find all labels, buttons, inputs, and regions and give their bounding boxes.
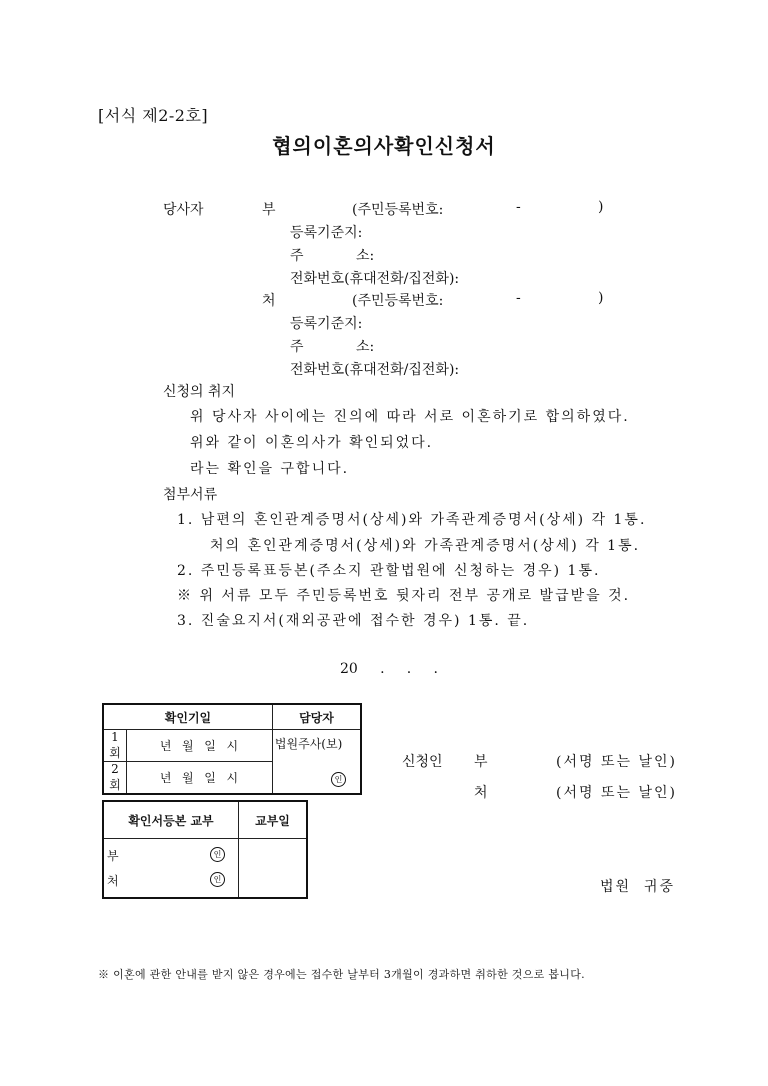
confirm-table — [102, 703, 362, 795]
page-title: 협의이혼의사확인신청서 — [272, 134, 496, 158]
issue-who: 부 — [107, 849, 119, 863]
applicant-husband: 부 — [474, 754, 488, 770]
issue-header-date: 교부일 — [239, 801, 308, 839]
applicant-wife: 처 — [474, 785, 488, 801]
issue-table — [102, 800, 308, 899]
husband-phone: 전화번호(휴대전화/집전화): — [290, 271, 460, 287]
attachment-line: 3. 진술요지서(재외공관에 접수한 경우) 1통. 끝. — [177, 613, 530, 629]
purpose-heading: 신청의 취지 — [163, 384, 236, 400]
attachment-line: 처의 혼인관계증명서(상세)와 가족관계증명서(상세) 각 1통. — [210, 538, 641, 554]
wife-address-b: 소: — [356, 339, 375, 355]
wife-label: 처 — [262, 293, 276, 309]
applicant-wife-sign: (서명 또는 날인) — [556, 785, 677, 801]
husband-address-b: 소: — [356, 248, 375, 264]
husband-id-label: (주민등록번호: — [352, 202, 444, 218]
form-number: [서식 제2-2호] — [98, 106, 209, 125]
issue-date-cell — [239, 839, 308, 899]
officer-title: 법원주사(보) — [274, 737, 343, 751]
attachments-heading: 첨부서류 — [163, 487, 218, 503]
footnote: ※ 이혼에 관한 안내를 받지 않은 경우에는 접수한 날부터 3개월이 경과하면 취하한 것으로 봅니다. — [98, 968, 585, 981]
husband-id-close: ) — [598, 199, 604, 215]
seal-icon: 인 — [210, 847, 225, 862]
date-line: 20 . . . — [340, 661, 438, 677]
purpose-line: 위와 같이 이혼의사가 확인되었다. — [190, 435, 434, 451]
attachment-line: 1. 남편의 혼인관계증명서(상세)와 가족관계증명서(상세) 각 1통. — [177, 512, 647, 528]
purpose-line: 라는 확인을 구합니다. — [190, 461, 350, 477]
wife-id-dash: - — [516, 290, 521, 306]
issue-who: 처 — [107, 874, 119, 888]
applicant-label: 신청인 — [402, 754, 443, 770]
attachment-line: ※ 위 서류 모두 주민등록번호 뒷자리 전부 공개로 발급받을 것. — [177, 588, 631, 604]
wife-id-close: ) — [598, 290, 604, 306]
confirm-date: 년 월 일 시 — [127, 730, 273, 762]
confirm-round: 1회 — [103, 730, 127, 762]
confirm-header-officer: 담당자 — [272, 704, 361, 730]
wife-id-label: (주민등록번호: — [352, 293, 444, 309]
officer-cell — [272, 730, 361, 795]
husband-address-a: 주 — [290, 248, 304, 264]
parties-label: 당사자 — [163, 202, 204, 218]
wife-phone: 전화번호(휴대전화/집전화): — [290, 362, 460, 378]
husband-id-dash: - — [516, 199, 521, 215]
purpose-line: 위 당사자 사이에는 진의에 따라 서로 이혼하기로 합의하였다. — [190, 409, 630, 425]
confirm-date: 년 월 일 시 — [127, 762, 273, 795]
wife-registry: 등록기준지: — [290, 316, 363, 332]
husband-registry: 등록기준지: — [290, 225, 363, 241]
attachment-line: 2. 주민등록표등본(주소지 관할법원에 신청하는 경우) 1통. — [177, 563, 601, 579]
seal-icon: 인 — [331, 772, 346, 787]
applicant-husband-sign: (서명 또는 날인) — [556, 754, 677, 770]
confirm-round: 2회 — [103, 762, 127, 795]
wife-address-a: 주 — [290, 339, 304, 355]
issue-header-copy: 확인서등본 교부 — [103, 801, 239, 839]
husband-label: 부 — [262, 202, 276, 218]
confirm-header-date: 확인기일 — [103, 704, 272, 730]
issue-who-cell — [103, 839, 239, 899]
seal-icon: 인 — [210, 872, 225, 887]
court-addressee: 법원 귀중 — [600, 879, 675, 895]
